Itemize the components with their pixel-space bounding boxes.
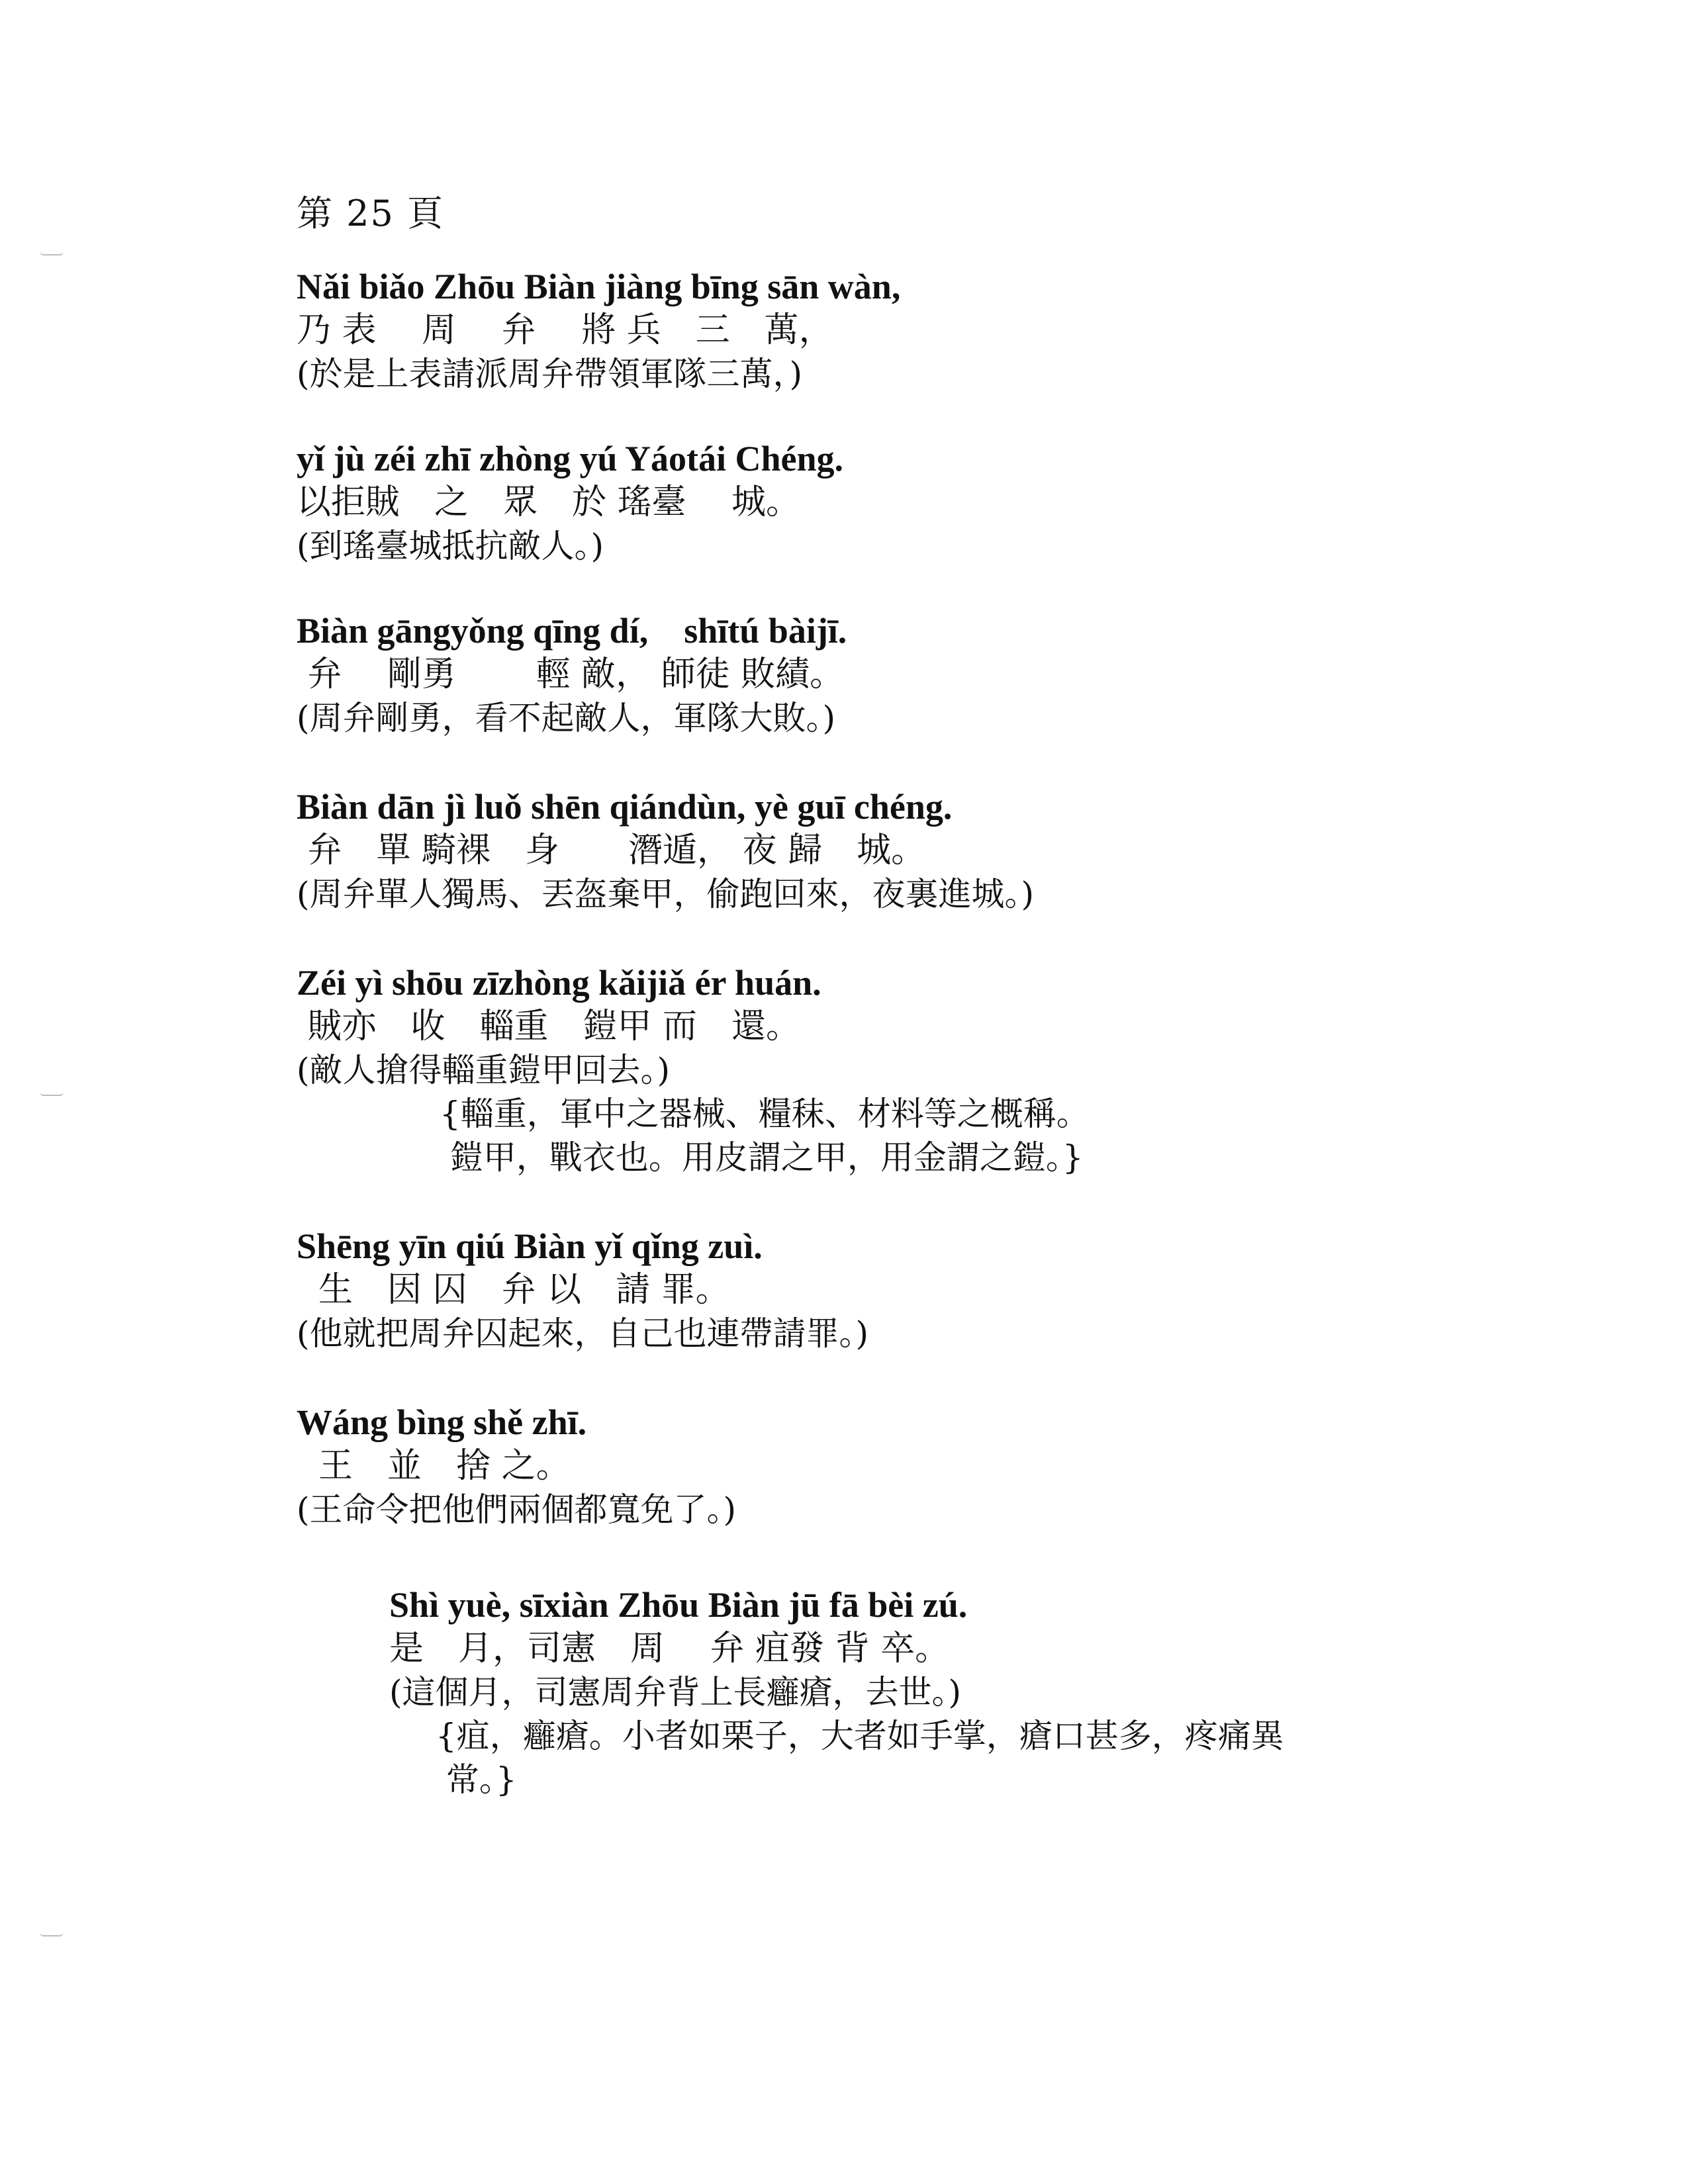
verse-pinyin: Biàn dān jì luǒ shēn qiándùn, yè guī chéng. (297, 787, 953, 827)
annotation-line: 鎧甲，戰衣也。用皮謂之甲，用金謂之鎧。} (440, 1138, 1084, 1177)
verse-block-6 (297, 1224, 1554, 1355)
verse-pinyin: Nǎi biǎo Zhōu Biàn jiàng bīng sān wàn, (297, 267, 901, 306)
verse-pinyin: Biàn gāngyǒng qīng dí, shītú bàijī. (297, 611, 847, 651)
verse-hanzi: 乃 表 周 弁 將 兵 三 萬， (297, 310, 833, 350)
verse-gloss: (於是上表請派周弁帶領軍隊三萬，) (297, 355, 803, 393)
verse-hanzi: 賊亦 收 輜重 鎧甲 而 還。 (297, 1007, 801, 1046)
verse-gloss: (敵人搶得輜重鎧甲回去。) (297, 1051, 671, 1089)
page-number-header: 第 25 頁 (297, 193, 445, 234)
verse-pinyin: yǐ jù zéi zhī zhòng yú Yáotái Chéng. (297, 439, 844, 478)
scan-edge-mark (40, 1933, 64, 1936)
verse-block-8 (389, 1583, 1581, 1801)
verse-hanzi: 弁 單 騎裸 身 潛遁， 夜 歸 城。 (297, 831, 926, 870)
verse-hanzi: 是 月，司憲 周 弁 疽發 背 卒。 (389, 1629, 950, 1668)
verse-pinyin: Shēng yīn qiú Biàn yǐ qǐng zuì. (297, 1226, 763, 1266)
verse-block-2 (297, 437, 1554, 568)
verse-gloss: (這個月，司憲周弁背上長癰瘡，去世。) (389, 1673, 962, 1711)
verse-block-4 (297, 785, 1554, 916)
verse-gloss: (周弁單人獨馬、丟盔棄甲，偷跑回來，夜裏進城。) (297, 875, 1035, 913)
verse-hanzi: 生 因 囚 弁 以 請 罪。 (297, 1270, 730, 1310)
annotation-line: {輜重，軍中之器械、糧秣、材料等之概稱。 (440, 1095, 1090, 1133)
verse-pinyin: Shì yuè, sīxiàn Zhōu Biàn jū fā bèi zú. (389, 1585, 968, 1625)
scan-edge-mark (40, 251, 64, 255)
verse-gloss: (周弁剛勇，看不起敵人，軍隊大敗。) (297, 699, 836, 737)
verse-block-1 (297, 265, 1554, 396)
verse-pinyin: Zéi yì shōu zīzhòng kǎijiǎ ér huán. (297, 963, 821, 1003)
verse-gloss: (王命令把他們兩個都寬免了。) (297, 1490, 737, 1529)
annotation-line: 常。} (436, 1760, 517, 1799)
verse-gloss: (他就把周弁囚起來，自己也連帶請罪。) (297, 1314, 869, 1353)
verse-gloss: (到瑤臺城抵抗敵人。) (297, 527, 604, 565)
verse-block-3 (297, 609, 1554, 740)
verse-pinyin: Wáng bìng shě zhī. (297, 1402, 587, 1442)
verse-hanzi: 弁 剛勇 輕 敵， 師徒 敗績。 (297, 655, 845, 694)
scan-edge-mark (40, 1092, 64, 1096)
annotation-line: {疽，癰瘡。小者如栗子，大者如手掌，瘡口甚多，疼痛異 (436, 1717, 1284, 1755)
verse-block-7 (297, 1400, 1554, 1531)
verse-hanzi: 王 並 捨 之。 (297, 1446, 571, 1486)
verse-hanzi: 以拒賊 之 眾 於 瑤臺 城。 (297, 482, 801, 522)
verse-block-5 (297, 961, 1554, 1179)
